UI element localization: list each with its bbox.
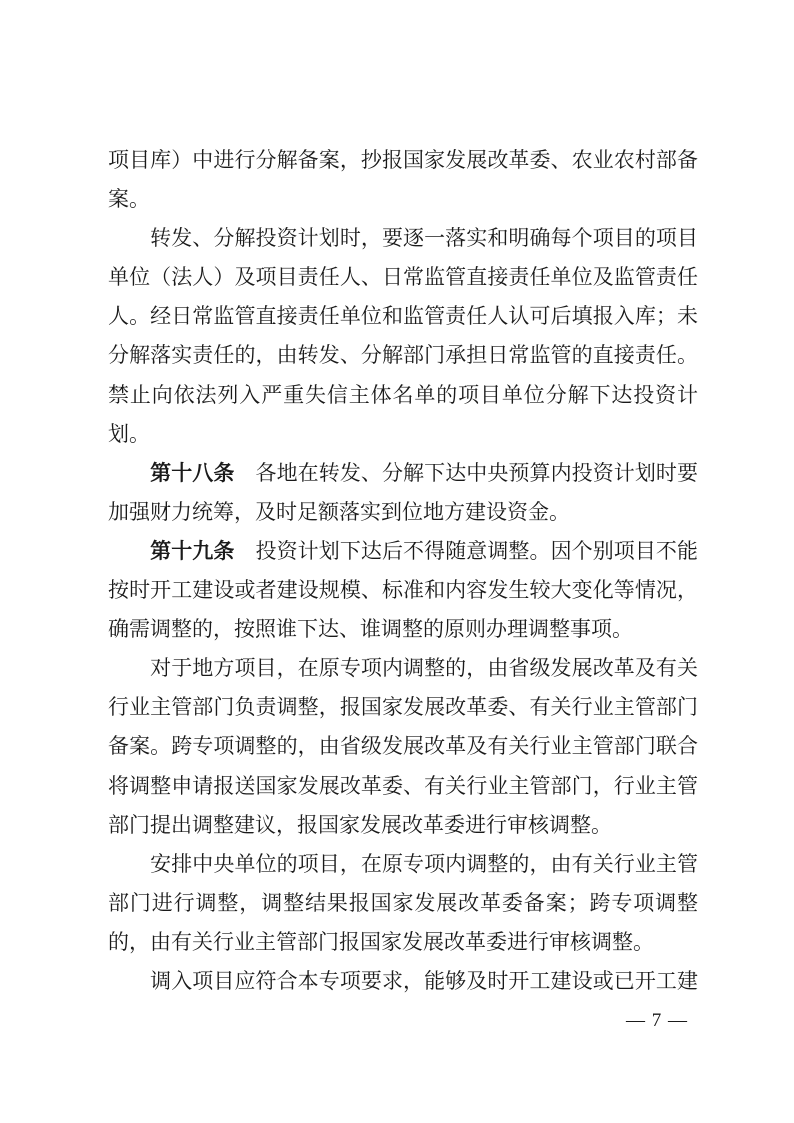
document-line-article-18 <box>108 454 698 493</box>
document-line: 转发、分解投资计划时，要逐一落实和明确每个项目的项目 <box>108 226 698 251</box>
document-line: 单位（法人）及项目责任人、日常监管直接责任单位及监管责任 <box>108 265 698 290</box>
document-line: 行业主管部门负责调整，报国家发展改革委、有关行业主管部门 <box>108 695 698 720</box>
document-line: 分解落实责任的，由转发、分解部门承担日常监管的直接责任。 <box>108 343 698 368</box>
document-line: 按时开工建设或者建设规模、标准和内容发生较大变化等情况， <box>108 578 698 603</box>
document-line: 人。经日常监管直接责任单位和监管责任人认可后填报入库；未 <box>108 304 698 329</box>
document-line: 调入项目应符合本专项要求，能够及时开工建设或已开工建 <box>108 968 698 993</box>
document-line: 的，由有关行业主管部门报国家发展改革委进行审核调整。 <box>108 929 654 954</box>
document-line: 项目库）中进行分解备案，抄报国家发展改革委、农业农村部备 <box>108 148 698 172</box>
page-number: — 7 — <box>626 1010 688 1031</box>
document-line: 加强财力统筹，及时足额落实到位地方建设资金。 <box>108 499 570 524</box>
article-heading: 第十九条 <box>150 539 235 563</box>
document-line: 禁止向依法列入严重失信主体名单的项目单位分解下达投资计 <box>108 382 698 407</box>
document-line: 划。 <box>108 421 150 446</box>
document-line: 部门提出调整建议，报国家发展改革委进行审核调整。 <box>108 812 612 837</box>
document-line-article-19 <box>108 532 698 571</box>
document-line: 部门进行调整，调整结果报国家发展改革委备案；跨专项调整 <box>108 890 698 915</box>
line-text: 各地在转发、分解下达中央预算内投资计划时要 <box>234 460 698 485</box>
document-body <box>108 141 698 1001</box>
paragraph-indent <box>108 539 150 563</box>
document-line: 案。 <box>108 187 150 212</box>
line-text: 投资计划下达后不得随意调整。因个别项目不能 <box>234 538 698 563</box>
article-heading: 第十八条 <box>150 461 235 485</box>
paragraph-indent <box>108 461 150 485</box>
document-line: 将调整申请报送国家发展改革委、有关行业主管部门，行业主管 <box>108 773 698 798</box>
document-line: 对于地方项目，在原专项内调整的，由省级发展改革及有关 <box>108 656 698 681</box>
document-line: 安排中央单位的项目，在原专项内调整的，由有关行业主管 <box>108 851 698 876</box>
document-line: 备案。跨专项调整的，由省级发展改革及有关行业主管部门联合 <box>108 734 698 759</box>
document-line: 确需调整的，按照谁下达、谁调整的原则办理调整事项。 <box>108 617 633 642</box>
